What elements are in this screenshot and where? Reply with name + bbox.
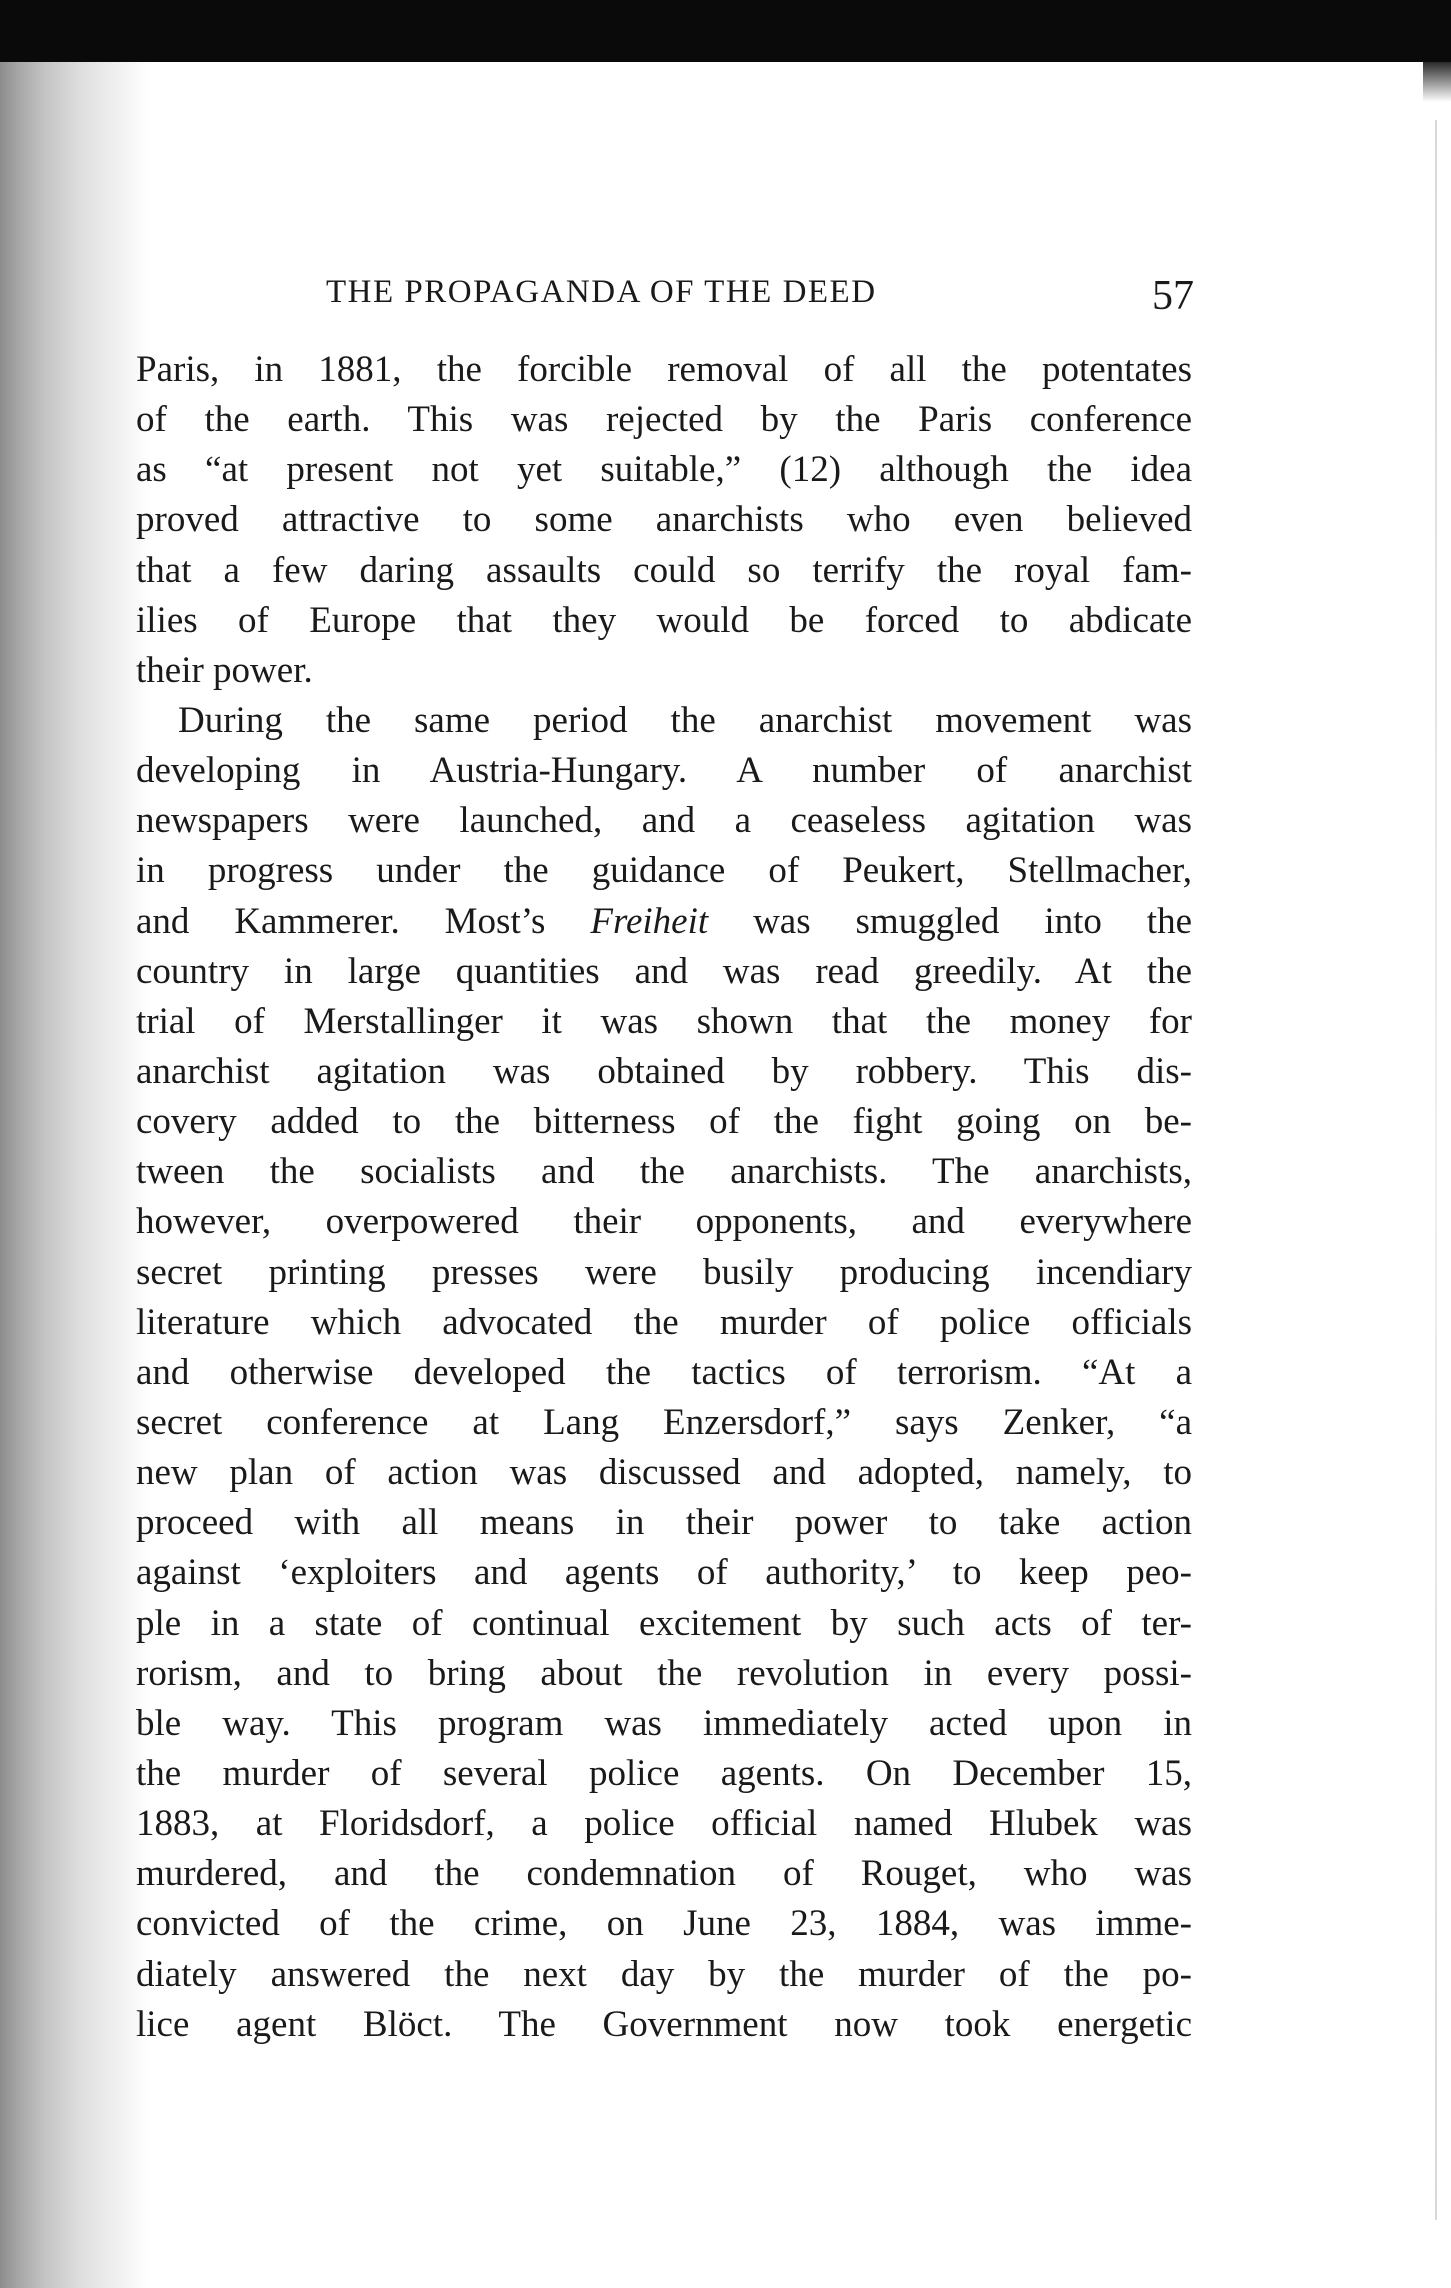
binding-gutter-shadow xyxy=(0,62,150,2288)
scan-corner-shadow xyxy=(1423,62,1451,102)
text-line: covery added to the bitterness of the fight going on be- xyxy=(136,1101,1192,1143)
text-line: country in large quantities and was read greedily. At the xyxy=(136,950,1192,992)
text-line: rorism, and to bring about the revolution in every possi- xyxy=(136,1652,1192,1694)
text-line: in progress under the guidance of Peukert, Stellmacher, xyxy=(136,850,1192,892)
text-line: proved attractive to some anarchists who even believed xyxy=(136,499,1192,541)
text-line: proceed with all means in their power to take action xyxy=(136,1502,1192,1544)
text-run: and Kammerer. Most’s xyxy=(136,900,591,942)
text-line: their power. xyxy=(136,649,313,691)
text-line: ilies of Europe that they would be forced to abdicate xyxy=(136,599,1192,641)
text-line: new plan of action was discussed and adopted, namely, to xyxy=(136,1452,1192,1494)
italic-title: Freiheit xyxy=(590,900,709,942)
text-line: ple in a state of continual excitement by such acts of ter- xyxy=(136,1602,1192,1644)
text-line: trial of Merstallinger it was shown that the money for xyxy=(136,1000,1192,1042)
text-line: newspapers were launched, and a ceaseless agitation was xyxy=(136,800,1192,842)
text-line: and otherwise developed the tactics of terrorism. “At a xyxy=(136,1351,1192,1393)
text-line: of the earth. This was rejected by the Paris conference xyxy=(136,399,1192,441)
page-right-edge xyxy=(1435,120,1437,2220)
text-line: that a few daring assaults could so terrify the royal fam- xyxy=(136,549,1192,591)
page-number: 57 xyxy=(1152,273,1194,319)
text-line: During the same period the anarchist movement was xyxy=(178,699,1192,741)
text-line: Paris, in 1881, the forcible removal of all the potentates xyxy=(136,349,1192,390)
text-line: as “at present not yet suitable,” (12) although the idea xyxy=(136,449,1192,491)
text-line: secret printing presses were busily producing incendiary xyxy=(136,1251,1192,1293)
text-line: secret conference at Lang Enzersdorf,” says Zenker, “a xyxy=(136,1401,1192,1443)
text-line: lice agent Blöct. The Government now took energetic xyxy=(136,2003,1192,2045)
text-line: the murder of several police agents. On December 15, xyxy=(136,1752,1192,1794)
text-line-with-italic xyxy=(136,897,1192,947)
text-run: was smuggled into the xyxy=(708,900,1192,942)
running-head: THE PROPAGANDA OF THE DEED xyxy=(326,274,877,310)
body-text xyxy=(136,345,1192,2050)
text-line: ble way. This program was immediately acted upon in xyxy=(136,1702,1192,1744)
text-line: tween the socialists and the anarchists. The anarchists, xyxy=(136,1151,1192,1193)
text-line: murdered, and the condemnation of Rouget, who was xyxy=(136,1853,1192,1895)
text-line: however, overpowered their opponents, and everywhere xyxy=(136,1201,1192,1243)
text-line: diately answered the next day by the murder of the po- xyxy=(136,1953,1192,1995)
scan-top-border xyxy=(0,0,1451,62)
text-line: against ‘exploiters and agents of authority,’ to keep peo- xyxy=(136,1552,1192,1594)
page-header xyxy=(134,270,1194,330)
text-line: 1883, at Floridsdorf, a police official named Hlubek was xyxy=(136,1803,1192,1845)
text-line: developing in Austria-Hungary. A number of anarchist xyxy=(136,750,1192,792)
text-line: literature which advocated the murder of police officials xyxy=(136,1301,1192,1343)
text-line: convicted of the crime, on June 23, 1884, was imme- xyxy=(136,1903,1192,1945)
text-line: anarchist agitation was obtained by robbery. This dis- xyxy=(136,1050,1192,1092)
